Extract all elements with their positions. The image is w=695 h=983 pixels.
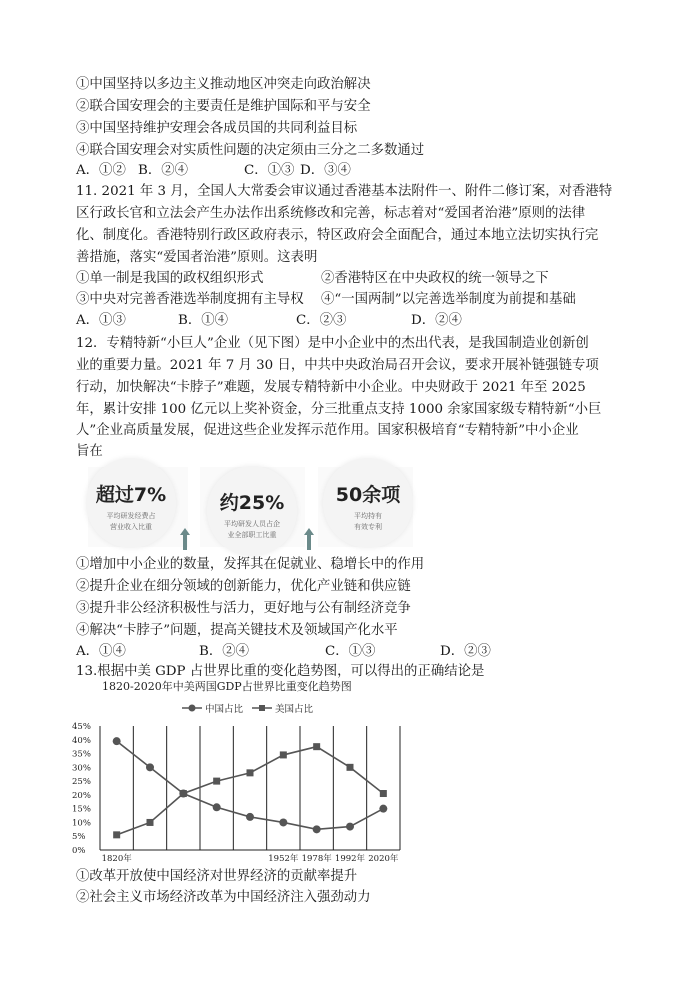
q11-item-4: ④“一国两制”以完善选举制度为前提和基础 (321, 292, 576, 307)
usa-data-point (380, 790, 387, 797)
china-data-point (213, 803, 221, 811)
legend-circle-marker (189, 705, 196, 712)
y-tick-label: 35% (72, 749, 91, 760)
q10-option-c[interactable]: C．①③ (244, 163, 295, 178)
china-data-point (346, 823, 354, 831)
china-data-point (279, 818, 287, 826)
y-tick-label: 30% (72, 763, 91, 774)
q12-item-1: ①增加中小企业的数量，发挥其在促就业、稳增长中的作用 (76, 557, 425, 572)
china-data-point (313, 825, 321, 833)
y-tick-label: 5% (72, 832, 86, 843)
china-data-point (146, 763, 154, 771)
chart-y-axis (72, 722, 91, 856)
q12-stem-line-4: 年，累计安排 100 亿元以上奖补资金，分三批重点支持 1000 余家国家级专精特新“小巨 (76, 402, 602, 417)
q12-options (76, 641, 491, 663)
usa-data-point (347, 764, 354, 771)
y-tick-label: 45% (72, 722, 91, 732)
usa-data-point (280, 751, 287, 758)
chart-x-axis (102, 853, 399, 864)
stat-value: 超过7% (95, 484, 167, 506)
up-arrow-icon (180, 528, 190, 550)
stat-circle-rd-spending (86, 458, 176, 548)
gdp-share-chart (70, 676, 410, 868)
usa-data-point (247, 769, 254, 776)
q10-option-b[interactable]: B．②④ (138, 163, 189, 178)
usa-data-point (313, 743, 320, 750)
q12-option-b[interactable]: B．②④ (199, 644, 250, 659)
legend-label: 美国占比 (275, 704, 314, 715)
q12-stem-line-1: 12．专精特新“小巨人”企业（见下图）是中小企业中的杰出代表，是我国制造业创新创 (76, 336, 589, 351)
usa-data-point (213, 778, 220, 785)
x-tick-label: 1992年 (334, 854, 366, 864)
chart-series-markers (113, 737, 388, 838)
q11-stem-line-4: 善措施，落实“爱国者治港”原则。这表明 (76, 250, 318, 265)
up-arrow-icon (304, 528, 314, 550)
chart-title: 1820-2020年中美两国GDP占世界比重变化趋势图 (102, 680, 352, 693)
y-tick-label: 20% (72, 790, 91, 801)
china-data-point (113, 737, 121, 745)
y-tick-label: 40% (72, 735, 91, 746)
usa-data-point (147, 819, 154, 826)
q11-option-d[interactable]: D．②④ (411, 313, 462, 328)
q11-option-c[interactable]: C．②③ (296, 313, 347, 328)
x-tick-label: 1820年 (101, 854, 132, 864)
q12-stem-line-3: 行动，加快解决“卡脖子”难题，发展专精特新中小企业。中央财政于 2021 年至 2025 (76, 380, 586, 395)
q11-options (76, 310, 462, 332)
y-tick-label: 10% (72, 818, 91, 829)
q11-item-1: ①单一制是我国的政权组织形式 (76, 271, 264, 286)
legend-label: 中国占比 (205, 704, 244, 715)
stat-caption-line-2: 业全部职工比重 (227, 531, 277, 539)
stat-caption-line-2: 有效专利 (354, 523, 382, 531)
stat-caption-line-1: 平均持有 (354, 512, 382, 520)
q12-option-c[interactable]: C．①③ (325, 644, 376, 659)
stat-caption-line-1: 平均研发经费占 (106, 512, 156, 520)
usa-data-point (180, 790, 187, 797)
q11-item-2: ②香港特区在中央政权的统一领导之下 (321, 271, 549, 286)
q12-stem-line-5: 人”企业高质量发展，促进这些企业发挥示范作用。国家积极培育“专精特新”中小企业 (76, 423, 579, 438)
q13-item-1: ①改革开放使中国经济对世界经济的贡献率提升 (76, 869, 358, 884)
q12-item-3: ③提升非公经济积极性与活力，更好地与公有制经济竞争 (76, 601, 411, 616)
q12-item-2: ②提升企业在细分领域的创新能力，优化产业链和供应链 (76, 579, 411, 594)
q10-option-d[interactable]: D．③④ (300, 163, 351, 178)
q11-option-b[interactable]: B．①④ (178, 313, 229, 328)
usa-data-point (113, 831, 120, 838)
q13-stem: 13.根据中美 GDP 占世界比重的变化趋势图，可以得出的正确结论是 (76, 664, 485, 679)
x-tick-label: 1952年 (268, 854, 299, 864)
q11-stem-line-2: 区行政长官和立法会产生办法作出系统修改和完善，标志着对“爱国者治港”原则的法律 (76, 206, 586, 221)
q11-option-a[interactable]: A．①③ (76, 313, 126, 328)
y-tick-label: 25% (72, 777, 91, 788)
stat-value: 50余项 (335, 484, 401, 506)
q12-stem-line-2: 业的重要力量。2021 年 7 月 30 日，中共中央政治局召开会议，要求开展补链强链专项 (76, 358, 599, 373)
stat-circle-rd-staff (207, 466, 297, 556)
q10-item-1: ①中国坚持以多边主义推动地区冲突走向政治解决 (76, 77, 371, 92)
q10-item-4: ④联合国安理会对实质性问题的决定须由三分之二多数通过 (76, 143, 425, 158)
q10-item-2: ②联合国安理会的主要责任是维护国际和平与安全 (76, 99, 371, 114)
stat-caption-line-2: 营业收入比重 (110, 523, 152, 531)
legend-square-marker (259, 705, 265, 711)
q12-item-4: ④解决“卡脖子”问题，提高关键技术及领域国产化水平 (76, 623, 398, 638)
q12-stem-line-6: 旨在 (76, 444, 103, 459)
stat-caption-line-1: 平均研发人员占企 (224, 520, 280, 528)
x-tick-label: 1978年 (301, 854, 332, 864)
series-line-1 (117, 747, 384, 835)
q11-stem-line-3: 化、制度化。香港特别行政区政府表示，特区政府会全面配合，通过本地立法切实执行完 (76, 228, 599, 243)
y-tick-label: 15% (72, 804, 91, 815)
chart-gridlines (100, 726, 400, 850)
stat-value: 约25% (219, 492, 285, 514)
q10-item-3: ③中国坚持维护安理会各成员国的共同利益目标 (76, 121, 358, 136)
china-data-point (246, 813, 254, 821)
q13-item-2: ②社会主义市场经济改革为中国经济注入强劲动力 (76, 890, 371, 905)
stat-circle-patents (323, 458, 413, 548)
q12-option-d[interactable]: D．②③ (440, 644, 491, 659)
q10-options (76, 160, 351, 182)
q12-option-a[interactable]: A．①④ (76, 644, 126, 659)
china-data-point (379, 805, 387, 813)
y-tick-label: 0% (72, 846, 86, 856)
q11-item-3: ③中央对完善香港选举制度拥有主导权 (76, 292, 304, 307)
chart-legend (182, 703, 314, 715)
x-tick-label: 2020年 (368, 854, 399, 864)
q10-option-a[interactable]: A．①② (76, 163, 126, 178)
q11-stem-line-1: 11. 2021 年 3 月，全国人大常委会审议通过香港基本法附件一、附件二修订案，对香港特 (76, 184, 613, 199)
